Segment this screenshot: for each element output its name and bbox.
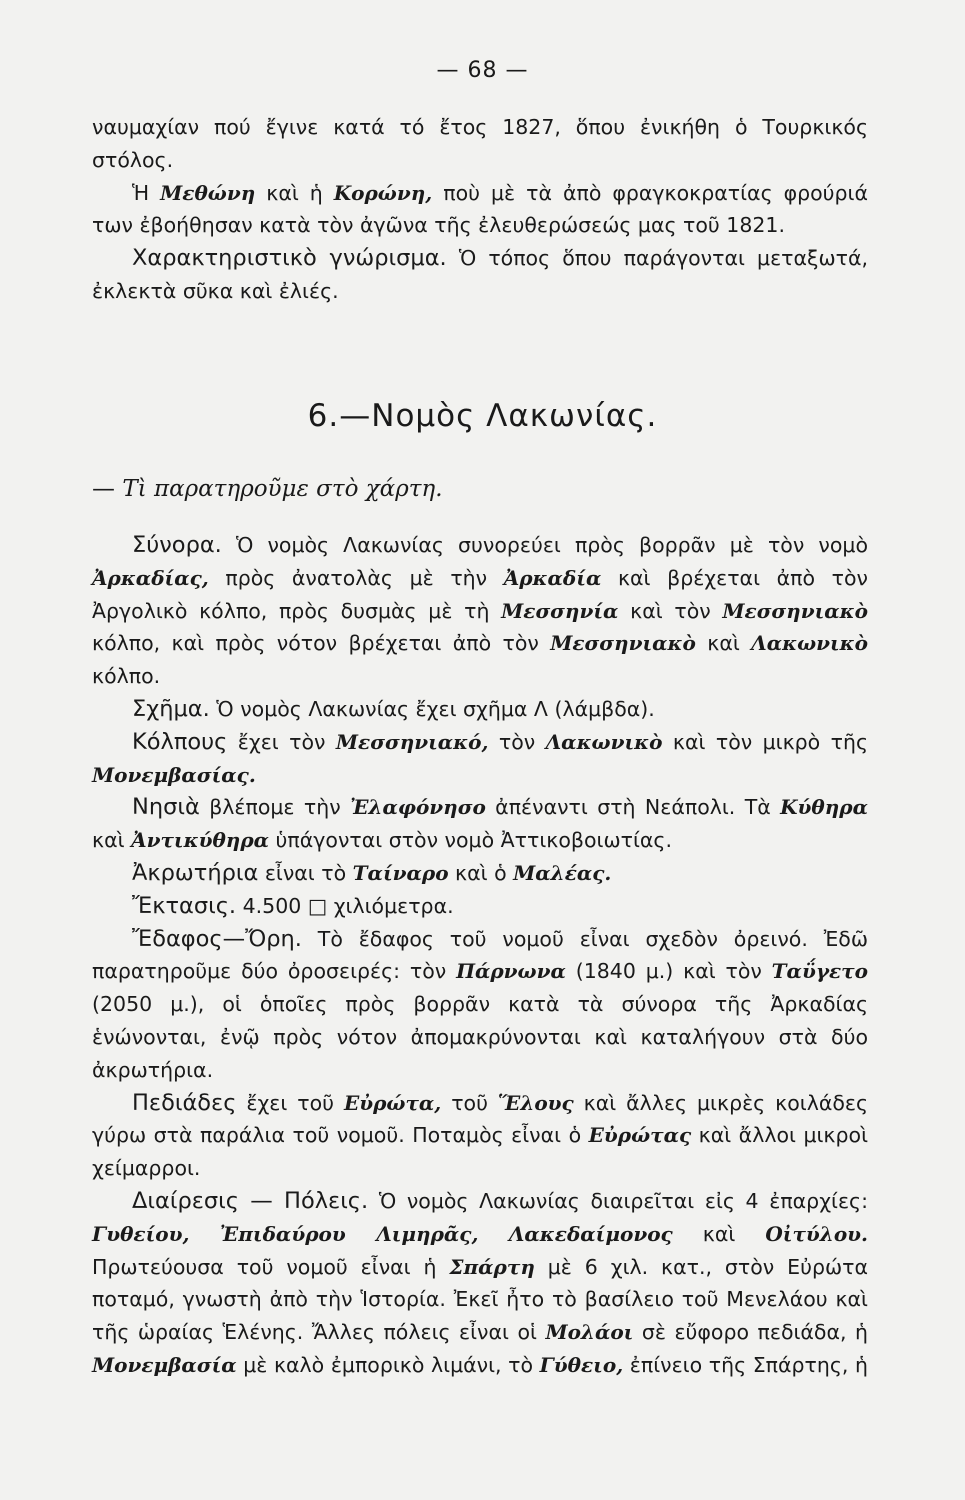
label-diairesis: Διαίρεσις — Πόλεις.	[132, 1187, 369, 1214]
intro-text	[92, 111, 868, 308]
label-nisia: Νησιὰ	[132, 794, 200, 821]
paragraph-characteristic: Χαρακτηριστικὸ γνώρισμα. Ὁ τόπος ὅπου παράγονται μεταξωτά, ἐκλεκτὰ σῦκα καὶ ἐλιές.	[92, 245, 868, 303]
label-kolpoi: Κόλπους	[132, 728, 228, 755]
paragraph-ektasis: Ἔκτασις. 4.500 □ χιλιόμετρα.	[132, 892, 454, 919]
label-pediades: Πεδιάδες	[132, 1089, 237, 1116]
paragraph-kolpoi: Κόλπους ἔχει τὸν Μεσσηνιακό, τὸν Λακωνικὸ καὶ τὸν μικρὸ τῆς Μονεμβασίας.	[92, 728, 868, 787]
paragraph-synora: Σύνορα. Ὁ νομὸς Λακωνίας συνορεύει πρὸς βορρᾶν μὲ τὸν νομὸ Ἀρκαδίας, πρὸς ἀνατολὰς μὲ τὴν Ἀρκαδία καὶ βρέχεται ἀπὸ τὸν Ἀργολικὸ κόλπο, πρὸς δυσμὰς μὲ τὴ Μεσσηνία καὶ τὸν Μεσσηνιακὸ κόλπο, καὶ πρὸς νότον βρέχεται ἀπὸ τὸν Μεσσηνιακὸ καὶ Λακωνικὸ κόλπο.	[92, 532, 868, 689]
label-ektasis: Ἔκτασις.	[132, 892, 237, 919]
label-schima: Σχῆμα.	[132, 695, 210, 722]
paragraph-schima: Σχῆμα. Ὁ νομὸς Λακωνίας ἔχει σχῆμα Λ (λάμβδα).	[132, 695, 655, 722]
label-edafos: Ἔδαφος—Ὄρη.	[132, 925, 302, 952]
paragraph-pediades: Πεδιάδες ἔχει τοῦ Εὐρώτα, τοῦ Ἕλους καὶ ἄλλες μικρὲς κοιλάδες γύρω στὰ παράλια τοῦ νομοῦ. Ποταμὸς εἶναι ὁ Εὐρώτας καὶ ἄλλοι μικροὶ χείμαρροι.	[92, 1089, 869, 1181]
paragraph-edafos: Ἔδαφος—Ὄρη. Τὸ ἔδαφος τοῦ νομοῦ εἶναι σχεδὸν ὀρεινό. Ἐδῶ παρατηροῦμε δύο ὀροσειρές: τὸν Πάρνωνα (1840 μ.) καὶ τὸν Ταΰγετο (2050 μ.), οἱ ὁποῖες πρὸς βορρᾶν κατὰ τὰ σύνορα τῆς Ἀρκαδίας ἑνώνονται, ἐνῷ πρὸς νότον ἀπομακρύνονται καὶ καταλήγουν στὰ δύο ἀκρωτήρια.	[92, 925, 868, 1082]
section-subheading: — Τὶ παρατηροῦμε στὸ χάρτη.	[92, 476, 443, 502]
label-characteristic: Χαρακτηριστικὸ γνώρισμα.	[132, 245, 447, 272]
body-text	[92, 529, 868, 1382]
paragraph-akrotiria: Ἀκρωτήρια εἶναι τὸ Ταίναρο καὶ ὁ Μαλέας.	[132, 859, 612, 886]
term-koroni: Κορώνη,	[333, 180, 433, 205]
label-akrotiria: Ἀκρωτήρια	[132, 859, 259, 886]
paragraph-diairesis: Διαίρεσις — Πόλεις. Ὁ νομὸς Λακωνίας διαιρεῖται εἰς 4 ἐπαρχίες: Γυθείου, Ἐπιδαύρου Λιμηρᾶς, Λακεδαίμονος καὶ Οἰτύλου. Πρωτεύουσα τοῦ νομοῦ εἶναι ἡ Σπάρτη μὲ 6 χιλ. κατ., στὸν Εὐρώτα ποταμό, γνωστὴ ἀπὸ τὴν Ἱστορία. Ἐκεῖ ἦτο τὸ βασίλειο τοῦ Μενελάου καὶ τῆς ὡραίας Ἑλένης. Ἄλλες πόλεις εἶναι οἱ Μολάοι σὲ εὔφορο πεδιάδα, ἡ Μονεμβασία μὲ καλὸ ἐμπορικὸ λιμάνι, τὸ Γύθειο, ἐπίνειο τῆς Σπάρτης, ἡ	[92, 1187, 868, 1377]
paragraph-nisia: Νησιὰ βλέπομε τὴν Ἐλαφόνησο ἀπέναντι στὴ Νεάπολι. Τὰ Κύθηρα καὶ Ἀντικύθηρα ὑπάγονται στὸν νομὸ Ἀττικοβοιωτίας.	[92, 794, 868, 853]
section-heading: 6.—Νομὸς Λακωνίας.	[307, 398, 658, 434]
paragraph-naumachia: ναυμαχίαν πού ἔγινε κατά τό ἔτος 1827, ὅπου ἐνικήθη ὁ Τουρκικός στόλος.	[92, 115, 868, 172]
paragraph-methoni: Ἡ Μεθώνη καὶ ἡ Κορώνη, ποὺ μὲ τὰ ἀπὸ φραγκοκρατίας φρούριά των ἐβοήθησαν κατὰ τὸν ἀγῶνα τῆς ἐλευθερώσεώς μας τοῦ 1821.	[92, 180, 868, 238]
term-methoni: Μεθώνη	[160, 180, 256, 205]
label-synora: Σύνορα.	[132, 532, 222, 558]
page-number: — 68 —	[436, 58, 529, 83]
